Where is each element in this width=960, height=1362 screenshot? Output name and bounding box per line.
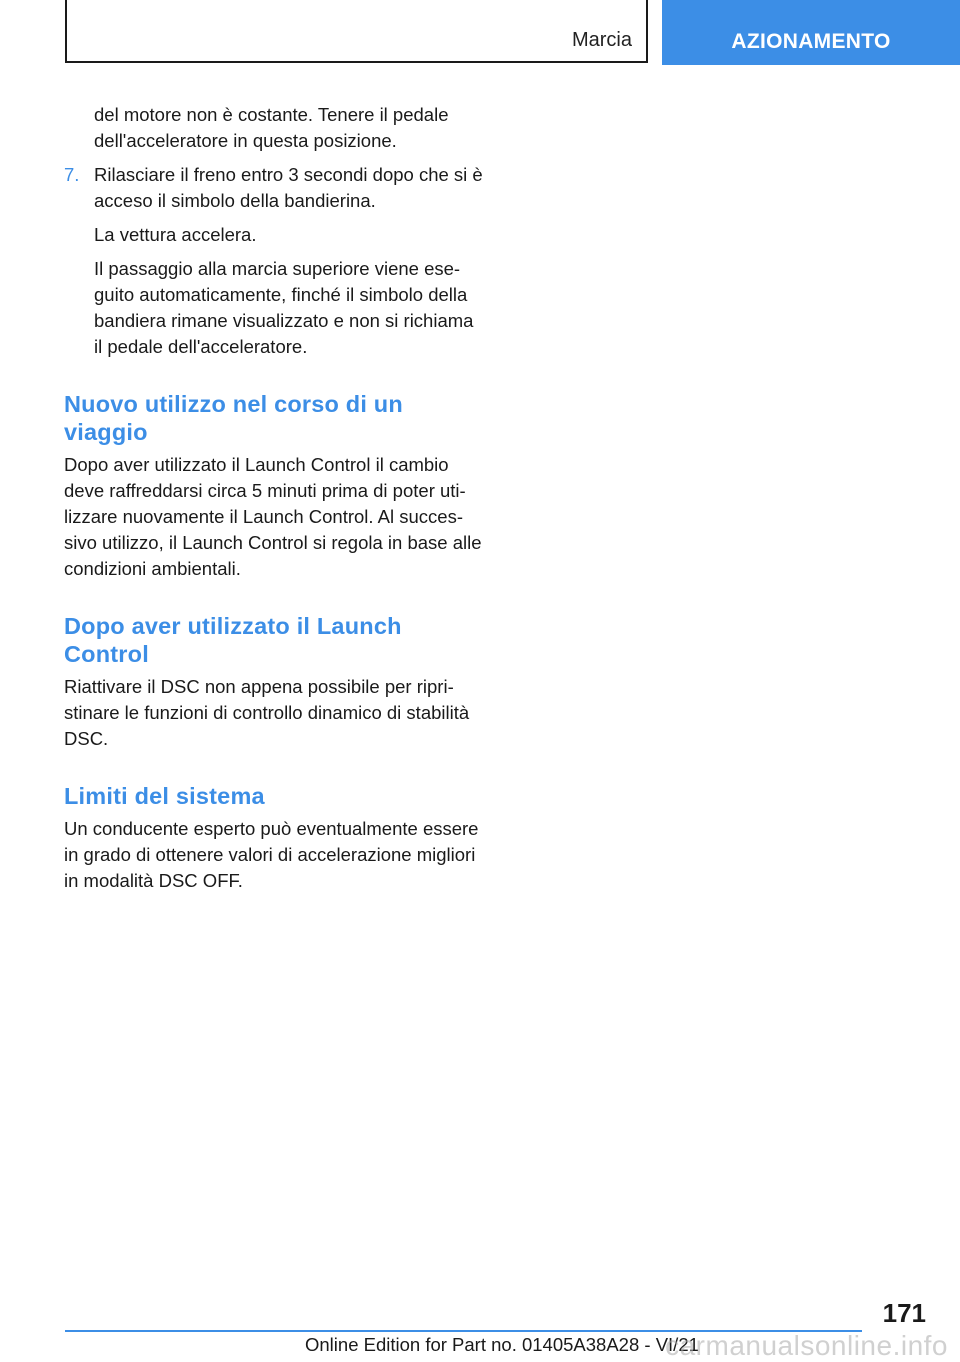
- step-7: [64, 162, 484, 360]
- section-heading-reuse: Nuovo utilizzo nel corso di un viaggio: [64, 391, 403, 445]
- edition-note: Online Edition for Part no. 01405A38A28 - VI/21: [305, 1334, 699, 1355]
- section-body-reuse: Dopo aver utilizzato il Launch Control il cambio deve raffreddarsi circa 5 minuti prima di poter utilizzare nuovamente il Launch Control. Al successivo utilizzo, il Launch Control si regola in base alle condizioni ambientali.: [64, 454, 482, 579]
- section-body-after-launch: Riattivare il DSC non appena possibile per ripristinare le funzioni di controllo dinamico di stabilità DSC.: [64, 676, 470, 749]
- header-frame: [65, 0, 648, 63]
- step-text: Rilasciare il freno entro 3 secondi dopo che si è acceso il simbolo della bandierina.: [94, 164, 483, 211]
- main-content: [64, 102, 484, 894]
- watermark: carmanualsonline.info: [665, 1330, 948, 1361]
- section-heading-limits: Limiti del sistema: [64, 783, 265, 809]
- section-body-limits: Un conducente esperto può eventualmente essere in grado di ottenere valori di accelerazione migliori in modalità DSC OFF.: [64, 818, 479, 891]
- step-result-2: Il passaggio alla marcia superiore viene eseguito automaticamente, finché il simbolo della bandiera rimane visualizzato e non si richiama il pedale dell'acceleratore.: [94, 258, 474, 357]
- chapter-tab: AZIONAMENTO: [662, 0, 960, 65]
- page-number: 171: [882, 1298, 926, 1328]
- section-title: Marcia: [571, 29, 632, 51]
- step-result-1: La vettura accelera.: [94, 224, 257, 245]
- continued-paragraph: del motore non è costante. Tenere il pedale dell'acceleratore in questa posizione.: [94, 104, 449, 151]
- section-heading-after-launch: Dopo aver utilizzato il Launch Control: [64, 613, 402, 667]
- step-number: 7.: [64, 164, 80, 185]
